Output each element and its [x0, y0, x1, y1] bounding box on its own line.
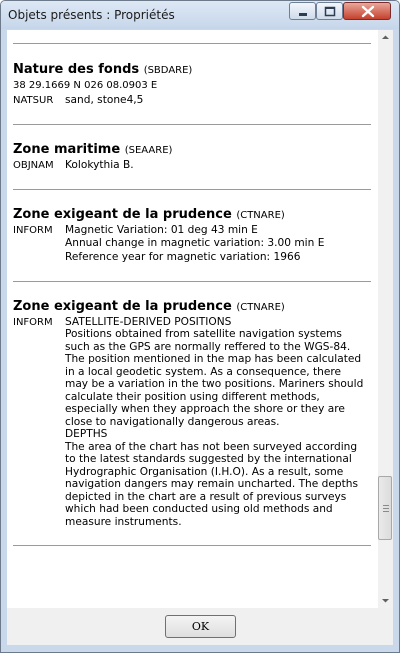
section-code: (SBDARE) — [143, 65, 193, 76]
scroll-up-button[interactable] — [378, 30, 393, 45]
section-title — [13, 207, 373, 224]
title-bar[interactable] — [1, 1, 399, 29]
attribute-value: Reference year for magnetic variation: 1966 — [65, 251, 301, 263]
attribute-value: SATELLITE-DERIVED POSITIONS — [65, 315, 232, 328]
attribute-value: DEPTHS — [65, 428, 108, 440]
attribute-row — [13, 159, 373, 172]
window-title: Objets présents : Propriétés — [8, 8, 175, 22]
divider — [13, 545, 371, 546]
section-code: (CTNARE) — [236, 210, 285, 221]
grip-line — [383, 511, 389, 512]
attribute-value: Positions obtained from satellite navigation systems such as the GPS are normally reffered to the WGS-84. The position mentioned in the map has been calculated in a local geodetic system. As a consequence, there may be a variation in the two positions. Mariners should calculate their position using different methods, especially when they approach the shore or they are close to navigationally dangerous areas. — [65, 328, 364, 428]
position-coordinates: 38 29.1669 N 026 08.0903 E — [13, 80, 158, 91]
properties-content — [13, 30, 373, 546]
attribute-row — [13, 316, 373, 529]
attribute-values — [65, 159, 365, 172]
attribute-values — [65, 316, 365, 529]
maximize-button[interactable] — [316, 2, 343, 20]
dialog-client-area — [7, 30, 393, 645]
grip-line — [383, 508, 389, 509]
section-title — [13, 299, 373, 316]
section-name: Zone maritime — [13, 142, 121, 157]
close-icon — [344, 3, 392, 21]
attribute-row — [13, 224, 373, 264]
section-code: (CTNARE) — [236, 301, 285, 313]
attribute-value: Annual change in magnetic variation: 3.00 min E — [65, 236, 325, 249]
window-frame-bottom — [1, 645, 399, 652]
properties-panel — [7, 30, 393, 608]
scroll-down-button[interactable] — [378, 593, 393, 608]
vertical-scrollbar[interactable] — [378, 30, 393, 608]
attribute-label: OBJNAM — [13, 160, 54, 171]
attribute-label: INFORM — [13, 316, 53, 328]
minimize-icon — [290, 3, 317, 21]
section-code: (SEAARE) — [124, 145, 173, 156]
attribute-value: sand, stone4,5 — [65, 94, 144, 106]
section-name: Zone exigeant de la prudence — [13, 298, 232, 314]
attribute-values — [65, 224, 365, 264]
attribute-value: Magnetic Variation: 01 deg 43 min E — [65, 224, 258, 236]
maximize-icon — [317, 3, 344, 21]
attribute-label: NATSUR — [13, 95, 54, 106]
attribute-value: The area of the chart has not been surveyed according to the latest standards suggested by the international Hydrographic Organisation (I.H.O). As a result, some navigation dangers may remain uncharted. The depths depicted in the chart are a result of previous surveys which had been conducted using old methods and measure instruments. — [65, 440, 359, 528]
scroll-up-arrow-icon — [378, 30, 393, 45]
section-title — [13, 62, 373, 79]
grip-line — [383, 505, 389, 506]
attribute-values — [65, 94, 365, 107]
minimize-button[interactable] — [289, 2, 316, 20]
close-button[interactable] — [343, 2, 391, 20]
ok-button[interactable]: OK — [165, 615, 236, 638]
scroll-thumb[interactable] — [378, 476, 392, 540]
section-name: Nature des fonds — [13, 62, 140, 77]
attribute-value: Kolokythia B. — [65, 159, 134, 171]
scroll-down-arrow-icon — [378, 593, 393, 608]
section-title — [13, 142, 373, 159]
attribute-row — [13, 94, 373, 107]
section-name: Zone exigeant de la prudence — [13, 207, 232, 222]
attribute-label: INFORM — [13, 225, 53, 236]
